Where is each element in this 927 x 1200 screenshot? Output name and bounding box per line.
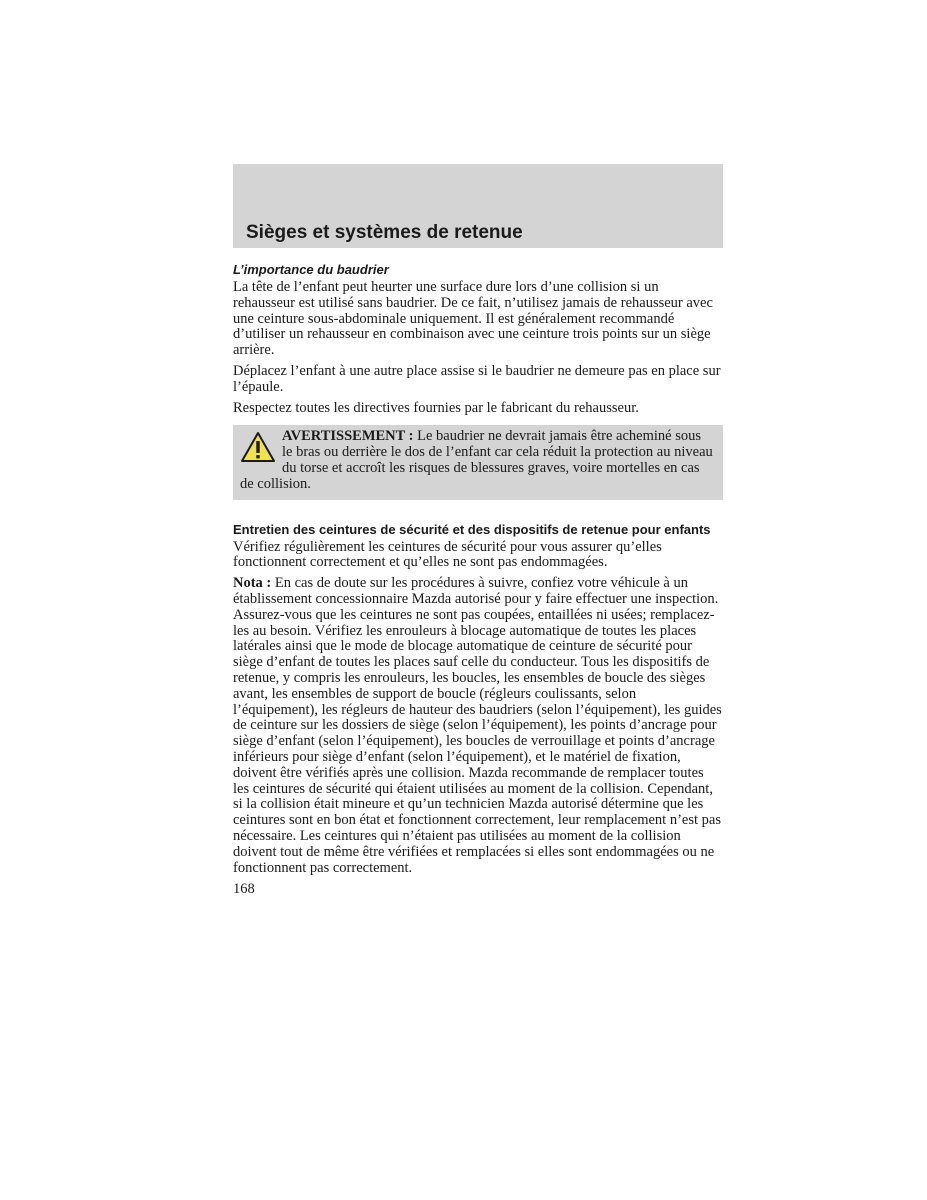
section-heading-shoulder-belt: L’importance du baudrier <box>233 262 389 277</box>
chapter-title: Sièges et systèmes de retenue <box>246 222 523 243</box>
paragraph: La tête de l’enfant peut heurter une surface dure lors d’une collision si un rehausseur est utilisé sans baudrier. De ce fait, n’utilisez jamais de rehausseur avec une ceinture sous-abdominale uniquement. Il est généralement recommandé d’utiliser un rehausseur en combinaison avec une ceinture trois points sur un siège arrière. <box>233 279 713 359</box>
chapter-header <box>233 164 723 248</box>
warning-label: AVERTISSEMENT : <box>282 428 414 445</box>
warning-text <box>240 429 715 492</box>
paragraph: Respectez toutes les directives fournies par le fabricant du rehausseur. <box>233 399 639 416</box>
warning-body: Le baudrier ne devrait jamais être acheminé sous le bras ou derrière le dos de l’enfant car cela réduit la protection au niveau du torse et accroît les risques de blessures graves, voire mortelles en cas de collision. <box>240 428 713 492</box>
warning-box <box>233 425 723 499</box>
nota-body: En cas de doute sur les procédures à suivre, confiez votre véhicule à un établissement concessionnaire Mazda autorisé pour y faire effectuer une inspection. Assurez-vous que les ceintures ne sont pas coupées, entaillées ni usées; remplacez-les au besoin. Vérifiez les enrouleurs à blocage automatique de toutes les places latérales ainsi que le mode de blocage automatique de ceinture de sécurité pour siège d’enfant de toutes les places sauf celle du conducteur. Tous les dispositifs de retenue, y compris les enrouleurs, les boucles, les ensembles de boucle des sièges avant, les ensembles de support de boucle (régleurs coulissants, selon l’équipement), les régleurs de hauteur des baudriers (selon l’équipement), les guides de ceinture sur les dossiers de siège (selon l’équipement), les points d’ancrage pour siège d’enfant (selon l’équipement), les boucles de verrouillage et points d’ancrage inférieurs pour siège d’enfant (selon l’équipement), et le matériel de fixation, doivent être vérifiés après une collision. Mazda recommande de remplacer toutes les ceintures de sécurité qui étaient utilisées au moment de la collision. Cependant, si la collision était mineure et qu’un technicien Mazda autorisé détermine que les ceintures sont en bon état et fonctionnent correctement, leur remplacement n’est pas nécessaire. Les ceintures qui n’étaient pas utilisées au moment de la collision doivent tout de même être vérifiées et remplacées si elles sont endommagées ou ne fonctionnent pas correctement. <box>233 575 722 876</box>
manual-page <box>233 164 723 897</box>
section-heading-maintenance: Entretien des ceintures de sécurité et des dispositifs de retenue pour enfants <box>233 521 711 537</box>
page-number: 168 <box>233 881 255 898</box>
nota-paragraph <box>233 576 723 876</box>
paragraph: Déplacez l’enfant à une autre place assise si le baudrier ne demeure pas en place sur l’épaule. <box>233 362 721 395</box>
warning-triangle-icon <box>240 431 276 463</box>
nota-label: Nota : <box>233 575 272 592</box>
paragraph: Vérifiez régulièrement les ceintures de sécurité pour vous assurer qu’elles fonctionnent correctement et qu’elles ne sont pas endommagées. <box>233 538 662 571</box>
